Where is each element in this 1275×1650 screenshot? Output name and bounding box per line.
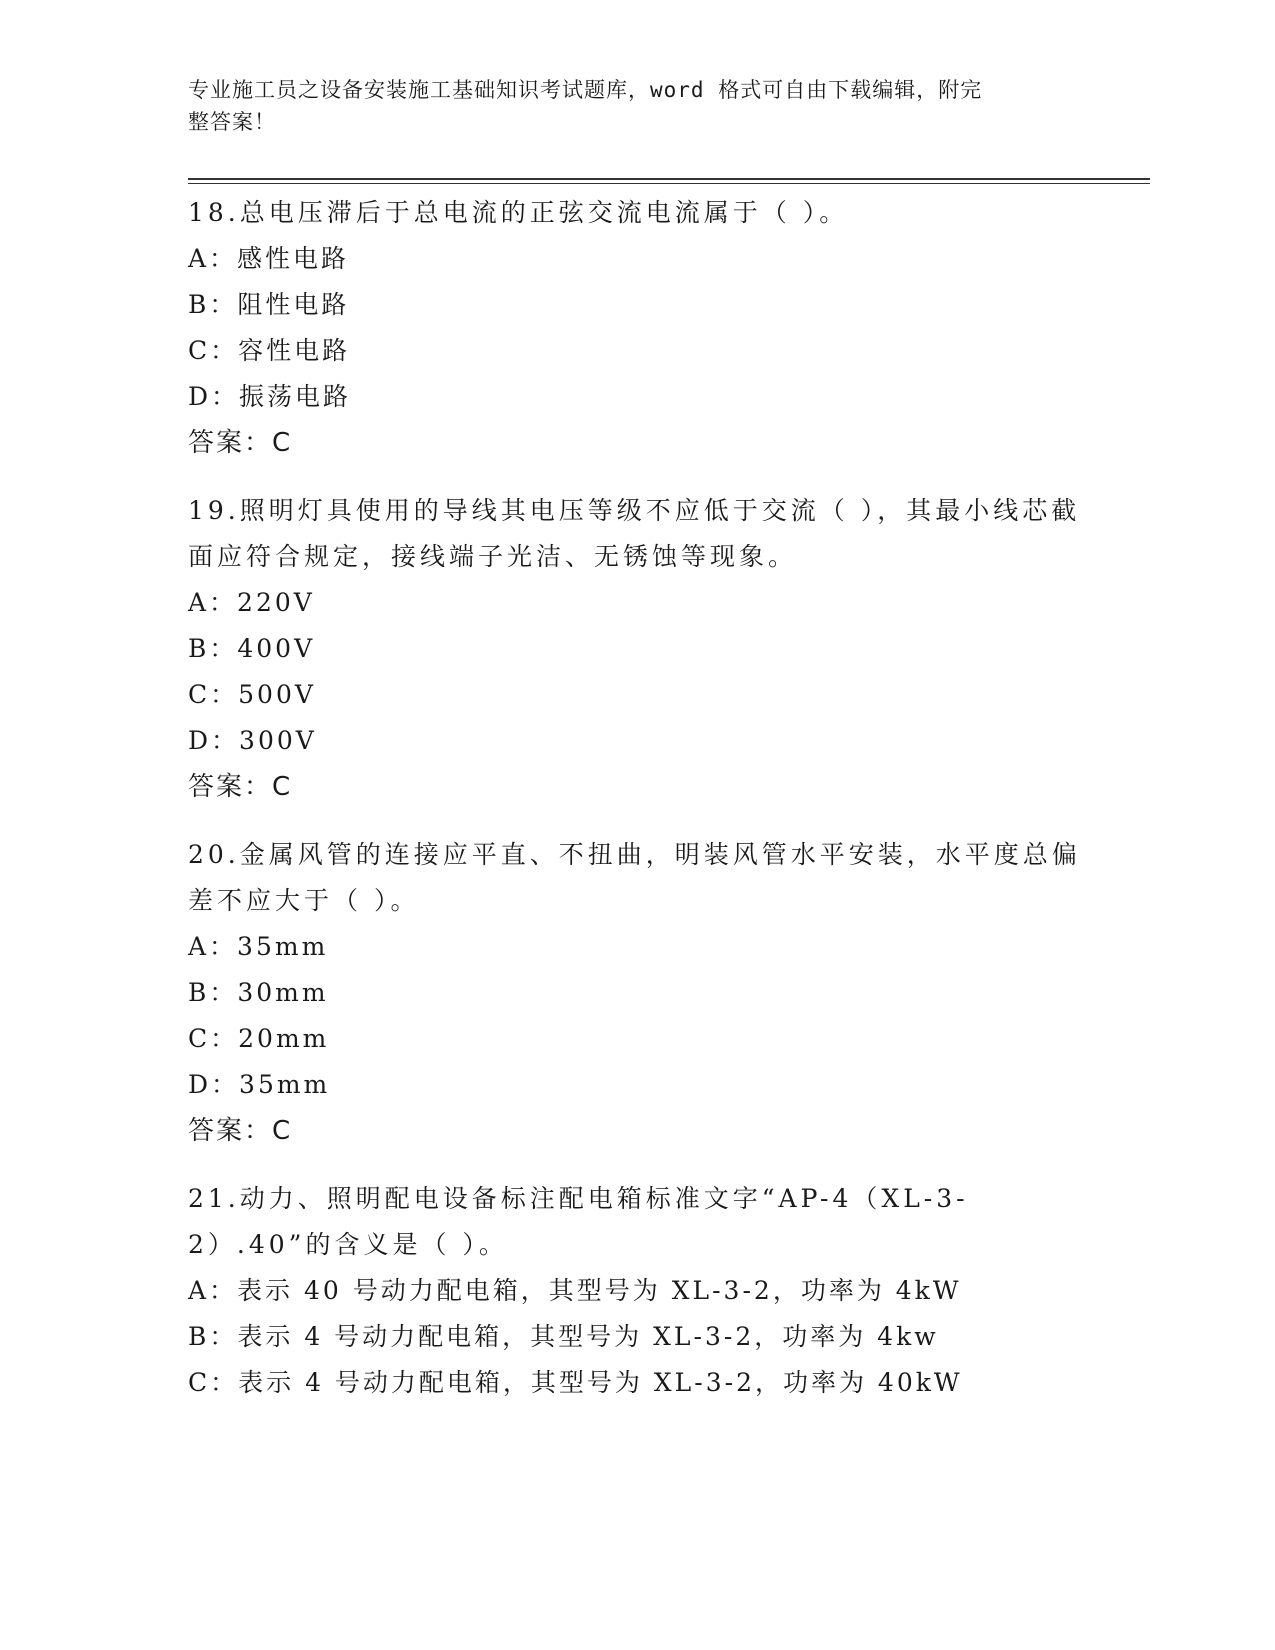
question-stem: 19.照明灯具使用的导线其电压等级不应低于交流（ ），其最小线芯截面应符合规定，接线端子光洁、无锈蚀等现象。 [188, 496, 1081, 571]
option-d: D：35mm [188, 1070, 331, 1099]
question-item [188, 832, 1088, 1154]
answer-line: 答案：C [188, 428, 293, 458]
question-stem: 18.总电压滞后于总电流的正弦交流电流属于（ ）。 [188, 198, 849, 227]
question-item [188, 488, 1088, 810]
option-a: A：表示 40 号动力配电箱，其型号为 XL-3-2，功率为 4kW [188, 1276, 962, 1305]
option-b: B：阻性电路 [188, 290, 350, 319]
option-c: C：容性电路 [188, 336, 351, 365]
option-a: A：35mm [188, 932, 329, 961]
answer-line: 答案：C [188, 1116, 293, 1146]
option-a: A：感性电路 [188, 244, 350, 273]
option-c: C：表示 4 号动力配电箱，其型号为 XL-3-2，功率为 40kW [188, 1368, 963, 1397]
question-item [188, 190, 1088, 466]
question-item [188, 1176, 1088, 1406]
option-b: B：30mm [188, 978, 329, 1007]
question-list [188, 190, 1088, 1428]
option-b: B：表示 4 号动力配电箱，其型号为 XL-3-2，功率为 4kw [188, 1322, 939, 1351]
question-stem: 20.金属风管的连接应平直、不扭曲，明装风管水平安装，水平度总偏差不应大于（ ）。 [188, 840, 1081, 915]
option-d: D：振荡电路 [188, 382, 352, 411]
header-line-1: 专业施工员之设备安装施工基础知识考试题库，word 格式可自由下载编辑，附完 [188, 78, 983, 102]
question-stem: 21.动力、照明配电设备标注配电箱标准文字“AP-4（XL-3-2）.40”的含义是（ ）。 [188, 1184, 969, 1259]
option-b: B：400V [188, 634, 316, 663]
option-a: A：220V [188, 588, 315, 617]
answer-line: 答案：C [188, 772, 293, 802]
option-c: C：500V [188, 680, 316, 709]
header-line-2: 整答案！ [188, 110, 276, 134]
option-d: D：300V [188, 726, 317, 755]
option-c: C：20mm [188, 1024, 330, 1053]
header-divider-thin [188, 183, 1150, 184]
header-divider-thick [188, 178, 1150, 180]
document-header [188, 74, 1068, 138]
